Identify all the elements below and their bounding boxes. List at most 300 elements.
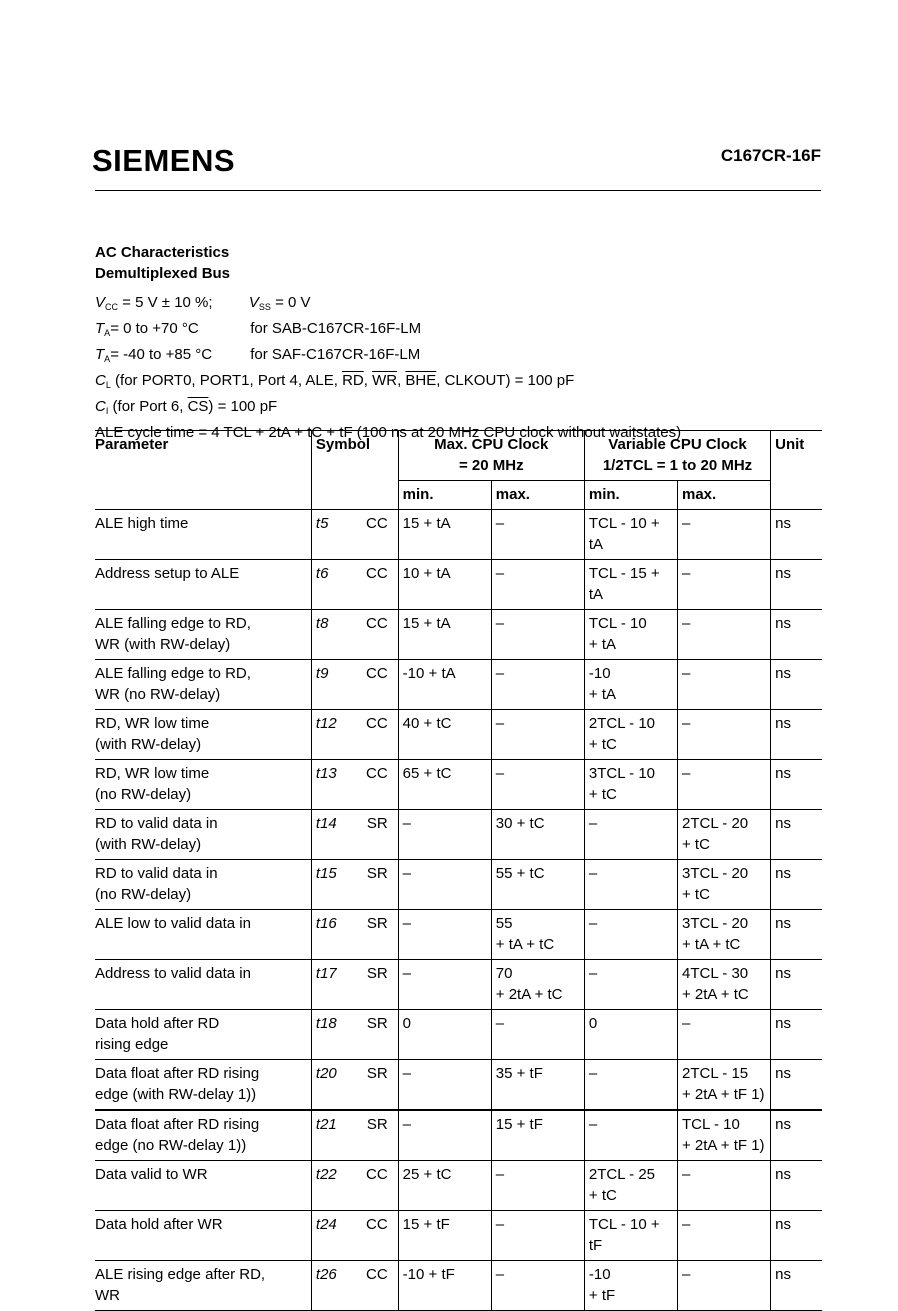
min1-cell-line: –	[402, 1065, 412, 1082]
unit-cell-line: ns	[775, 765, 791, 782]
table-row	[95, 960, 822, 1010]
max2-cell	[678, 960, 771, 1010]
min2-cell-line: + tA	[588, 686, 616, 703]
symbol-name: t9	[315, 665, 329, 682]
min2-cell	[584, 510, 677, 560]
max1-cell	[491, 1110, 584, 1161]
max2-cell-line: –	[682, 1216, 691, 1233]
param-cell-line: ALE falling edge to RD,	[95, 665, 251, 682]
max1-cell	[491, 1261, 584, 1311]
min1-cell-line: -10 + tF	[402, 1266, 455, 1283]
min2-cell-line: + tC	[588, 786, 617, 803]
symbol-class: SR	[366, 1116, 388, 1133]
max1-cell-line: 55	[495, 915, 513, 932]
min1-cell-line: 15 + tA	[402, 615, 451, 632]
min2-cell-line: -10	[588, 665, 611, 682]
unit-cell	[771, 760, 822, 810]
param-cell-line: ALE rising edge after RD,	[95, 1266, 266, 1283]
max2-cell	[678, 1161, 771, 1211]
max2-cell	[678, 1110, 771, 1161]
max2-cell-line: –	[682, 1166, 691, 1183]
min1-cell	[398, 510, 491, 560]
max1-cell	[491, 760, 584, 810]
cond-ta-2: $T_A= -40$ to +85 °C for SAF-C167CR-16F-LM	[95, 346, 421, 364]
param-cell	[95, 1060, 311, 1111]
min1-cell	[398, 610, 491, 660]
max2-cell-line: 2TCL - 20	[682, 815, 749, 832]
symbol-name: t5	[315, 515, 329, 532]
param-cell	[95, 910, 311, 960]
table-row	[95, 1110, 822, 1161]
symbol-cell	[311, 1211, 398, 1261]
vcc-value: = 5 V ± 10 %;	[118, 294, 213, 311]
max1-cell-line: –	[495, 1266, 505, 1283]
unit-cell	[771, 860, 822, 910]
symbol-class: CC	[366, 565, 388, 582]
cond-ci: $C_I$ (for Port 6, $\overline{CS}) = 100$ pF	[95, 398, 278, 416]
col-header-min-1: min.	[398, 481, 491, 510]
max1-cell-line: 30 + tC	[495, 815, 545, 832]
unit-cell	[771, 910, 822, 960]
table-row	[95, 1010, 822, 1060]
unit-cell-line: ns	[775, 1216, 791, 1233]
symbol-class: SR	[366, 915, 388, 932]
max1-cell-line: –	[495, 1166, 505, 1183]
param-cell-line: RD to valid data in	[95, 865, 218, 882]
min2-cell-line: TCL - 10	[588, 615, 647, 632]
min1-cell	[398, 1110, 491, 1161]
symbol-name: t12	[315, 715, 337, 732]
max1-cell	[491, 560, 584, 610]
symbol-name: t8	[315, 615, 329, 632]
min1-cell	[398, 660, 491, 710]
max2-cell-line: –	[682, 715, 691, 732]
min2-cell-line: –	[588, 865, 598, 882]
max1-cell	[491, 1010, 584, 1060]
param-cell	[95, 1110, 311, 1161]
symbol-cell	[311, 960, 398, 1010]
max2-cell	[678, 660, 771, 710]
min2-cell-line: + tF	[588, 1287, 616, 1304]
unit-cell	[771, 610, 822, 660]
symbol-name: t18	[315, 1015, 337, 1032]
symbol-class: CC	[366, 1266, 388, 1283]
ta1-value: = 0 to +70 °C	[110, 320, 199, 337]
table-row	[95, 810, 822, 860]
param-cell-line: RD, WR low time	[95, 765, 210, 782]
min2-cell	[584, 860, 677, 910]
unit-cell	[771, 810, 822, 860]
max2-cell	[678, 1211, 771, 1261]
min1-cell-line: 15 + tF	[402, 1216, 450, 1233]
min2-cell-line: –	[588, 915, 598, 932]
max1-cell	[491, 610, 584, 660]
symbol-name: t15	[315, 865, 337, 882]
param-cell-line: edge (no RW-delay 1))	[95, 1137, 247, 1154]
unit-cell-line: ns	[775, 565, 791, 582]
siemens-logo: SIEMENS	[92, 143, 236, 178]
max-cpu-line-1: Max. CPU Clock	[434, 436, 549, 453]
param-cell-line: WR	[95, 1287, 120, 1304]
min1-cell	[398, 910, 491, 960]
param-cell-line: (with RW-delay)	[95, 836, 202, 853]
symbol-class: CC	[366, 615, 388, 632]
min2-cell-line: 2TCL - 25	[588, 1166, 656, 1183]
var-cpu-line-1: Variable CPU Clock	[608, 436, 747, 453]
max1-cell-line: –	[495, 765, 505, 782]
part-number: C167CR-16F	[720, 146, 821, 165]
max2-cell	[678, 610, 771, 660]
min2-cell	[584, 1010, 677, 1060]
param-cell	[95, 1010, 311, 1060]
min2-cell	[584, 660, 677, 710]
symbol-name: t6	[315, 565, 329, 582]
min1-cell-line: 0	[402, 1015, 412, 1032]
min1-cell	[398, 1161, 491, 1211]
symbol-cell	[311, 710, 398, 760]
min1-cell	[398, 1261, 491, 1311]
col-header-symbol: Symbol	[311, 431, 398, 510]
var-cpu-line-2: 1/2TCL = 1 to 20 MHz	[602, 457, 753, 474]
symbol-class: SR	[366, 1065, 388, 1082]
symbol-cell	[311, 1261, 398, 1311]
param-cell-line: ALE low to valid data in	[95, 915, 251, 932]
table-row	[95, 1060, 822, 1111]
max2-cell-line: 3TCL - 20	[682, 915, 749, 932]
max2-cell	[678, 810, 771, 860]
unit-cell-line: ns	[775, 865, 791, 882]
symbol-name: t22	[315, 1166, 337, 1183]
max2-cell-line: 4TCL - 30	[682, 965, 749, 982]
unit-cell-line: ns	[775, 1166, 791, 1183]
unit-cell	[771, 1211, 822, 1261]
unit-cell	[771, 510, 822, 560]
col-header-max-cpu	[398, 431, 584, 481]
param-cell	[95, 1211, 311, 1261]
symbol-class: CC	[366, 665, 388, 682]
param-cell	[95, 510, 311, 560]
col-header-unit: Unit	[771, 431, 822, 510]
unit-cell-line: ns	[775, 965, 791, 982]
table-body	[95, 510, 822, 1311]
min1-cell	[398, 560, 491, 610]
min1-cell-line: 25 + tC	[402, 1166, 452, 1183]
min1-cell	[398, 960, 491, 1010]
param-cell-line: (with RW-delay)	[95, 736, 202, 753]
param-cell	[95, 1261, 311, 1311]
symbol-cell	[311, 1060, 398, 1111]
min1-cell-line: –	[402, 865, 412, 882]
max2-cell-line: + 2tA + tC	[682, 986, 749, 1003]
param-cell	[95, 710, 311, 760]
param-cell-line: WR (no RW-delay)	[95, 686, 221, 703]
max2-cell-line: –	[682, 615, 691, 632]
min2-cell-line: –	[588, 1116, 598, 1133]
max1-cell	[491, 1161, 584, 1211]
symbol-name: t14	[315, 815, 337, 832]
title-line-1: AC Characteristics	[95, 244, 230, 261]
col-header-max-1: max.	[491, 481, 584, 510]
min1-cell	[398, 710, 491, 760]
table-row	[95, 910, 822, 960]
param-cell	[95, 810, 311, 860]
table-row	[95, 610, 822, 660]
param-cell	[95, 560, 311, 610]
table-row	[95, 1261, 822, 1311]
min2-cell	[584, 810, 677, 860]
min1-cell-line: –	[402, 965, 412, 982]
ta1-device: for SAB-C167CR-16F-LM	[250, 320, 422, 337]
max2-cell-line: + 2tA + tF 1)	[682, 1086, 765, 1103]
max2-cell	[678, 860, 771, 910]
symbol-class: CC	[366, 715, 388, 732]
ac-characteristics-table	[95, 430, 822, 1311]
min1-cell-line: –	[402, 815, 412, 832]
min2-cell	[584, 960, 677, 1010]
col-header-min-2: min.	[584, 481, 677, 510]
max2-cell-line: –	[682, 565, 691, 582]
param-cell-line: Data float after RD rising	[95, 1116, 260, 1133]
min2-cell	[584, 1211, 677, 1261]
symbol-name: t13	[315, 765, 337, 782]
max1-cell-line: 55 + tC	[495, 865, 545, 882]
param-cell-line: rising edge	[95, 1036, 169, 1053]
title-line-2: Demultiplexed Bus	[95, 265, 231, 282]
min2-cell-line: -10	[588, 1266, 611, 1283]
table-row	[95, 660, 822, 710]
min2-cell-line: + tC	[588, 1187, 617, 1204]
symbol-cell	[311, 760, 398, 810]
symbol-class: SR	[366, 1015, 388, 1032]
symbol-class: CC	[366, 1216, 388, 1233]
unit-cell	[771, 1110, 822, 1161]
unit-cell-line: ns	[775, 615, 791, 632]
min2-cell	[584, 710, 677, 760]
max2-cell-line: TCL - 10	[682, 1116, 740, 1133]
symbol-cell	[311, 660, 398, 710]
max2-cell	[678, 1060, 771, 1111]
ci-value: ) = 100 pF	[208, 398, 278, 415]
symbol-class: CC	[366, 515, 388, 532]
min1-cell-line: 10 + tA	[402, 565, 451, 582]
symbol-cell	[311, 1010, 398, 1060]
max1-cell-line: + tA + tC	[495, 936, 555, 953]
unit-cell	[771, 1060, 822, 1111]
symbol-class: CC	[366, 1166, 388, 1183]
max1-cell	[491, 510, 584, 560]
unit-cell	[771, 960, 822, 1010]
min2-cell-line: + tA	[588, 636, 616, 653]
param-cell-line: edge (with RW-delay 1))	[95, 1086, 257, 1103]
max1-cell	[491, 710, 584, 760]
max1-cell-line: –	[495, 565, 505, 582]
ci-text: (for Port 6,	[108, 398, 188, 415]
min2-cell	[584, 1110, 677, 1161]
min1-cell-line: –	[402, 1116, 412, 1133]
table-row	[95, 710, 822, 760]
unit-cell	[771, 660, 822, 710]
max2-cell	[678, 1261, 771, 1311]
cond-ta-1: $T_A= 0$ to +70 °C for SAB-C167CR-16F-LM	[95, 320, 422, 338]
min2-cell	[584, 610, 677, 660]
symbol-class: CC	[366, 765, 388, 782]
max2-cell-line: 2TCL - 15	[682, 1065, 749, 1082]
min2-cell-line: TCL - 10 + tA	[588, 515, 660, 553]
symbol-name: t24	[315, 1216, 337, 1233]
max2-cell-line: –	[682, 515, 691, 532]
min2-cell-line: 3TCL - 10	[588, 765, 656, 782]
table-row	[95, 860, 822, 910]
unit-cell	[771, 1161, 822, 1211]
unit-cell-line: ns	[775, 515, 791, 532]
min1-cell-line: 15 + tA	[402, 515, 451, 532]
param-cell-line: Data hold after RD	[95, 1015, 220, 1032]
symbol-cell	[311, 510, 398, 560]
max2-cell	[678, 760, 771, 810]
col-header-var-cpu	[584, 431, 770, 481]
max1-cell	[491, 1060, 584, 1111]
unit-cell-line: ns	[775, 715, 791, 732]
vss-value: = 0 V	[270, 294, 311, 311]
symbol-cell	[311, 1110, 398, 1161]
min1-cell-line: –	[402, 915, 412, 932]
cond-cl: $C_L$ (for PORT0, PORT1, Port 4, ALE, $\overline{RD}$, $\overline{WR}$, $\overline{BHE}$, CLKOUT) = 100 pF	[95, 372, 575, 390]
max2-cell-line: 3TCL - 20	[682, 865, 749, 882]
symbol-class: SR	[366, 865, 388, 882]
param-cell-line: ALE falling edge to RD,	[95, 615, 251, 632]
min2-cell	[584, 1060, 677, 1111]
param-cell-line: (no RW-delay)	[95, 886, 192, 903]
max2-cell	[678, 560, 771, 610]
symbol-cell	[311, 910, 398, 960]
cl-value: ) = 100 pF	[505, 372, 575, 389]
min2-cell-line: + tC	[588, 736, 617, 753]
max-cpu-line-2: = 20 MHz	[458, 457, 524, 474]
symbol-name: t17	[315, 965, 337, 982]
table-row	[95, 560, 822, 610]
table-row	[95, 760, 822, 810]
max1-cell-line: 70	[495, 965, 513, 982]
min2-cell-line: –	[588, 815, 598, 832]
max2-cell	[678, 710, 771, 760]
unit-cell	[771, 1261, 822, 1311]
ta2-value: = -40 to +85 °C	[110, 346, 213, 363]
min2-cell	[584, 760, 677, 810]
max1-cell-line: 15 + tF	[495, 1116, 543, 1133]
max2-cell-line: + 2tA + tF 1)	[682, 1137, 765, 1154]
param-cell	[95, 1161, 311, 1211]
unit-cell-line: ns	[775, 1116, 791, 1133]
max2-cell-line: + tA + tC	[682, 936, 741, 953]
max1-cell-line: –	[495, 1216, 505, 1233]
unit-cell-line: ns	[775, 815, 791, 832]
min2-cell-line: 2TCL - 10	[588, 715, 656, 732]
max1-cell-line: –	[495, 515, 505, 532]
param-cell	[95, 660, 311, 710]
param-cell-line: WR (with RW-delay)	[95, 636, 231, 653]
max1-cell	[491, 910, 584, 960]
min2-cell-line: TCL - 15 + tA	[588, 565, 660, 603]
max1-cell-line: –	[495, 665, 505, 682]
max2-cell-line: + tC	[682, 886, 710, 903]
unit-cell-line: ns	[775, 1065, 791, 1082]
symbol-name: t20	[315, 1065, 337, 1082]
min1-cell	[398, 1060, 491, 1111]
symbol-cell	[311, 810, 398, 860]
max1-cell-line: –	[495, 1015, 505, 1032]
min2-cell-line: 0	[588, 1015, 598, 1032]
max1-cell-line: 35 + tF	[495, 1065, 543, 1082]
section-title	[95, 242, 230, 284]
cond-supply: $V_{CC} = 5$ V ± 10 %; $V_{SS} = 0$ V	[95, 294, 311, 312]
param-cell-line: ALE high time	[95, 515, 189, 532]
max2-cell	[678, 910, 771, 960]
min2-cell	[584, 1261, 677, 1311]
min1-cell	[398, 1211, 491, 1261]
ta2-device: for SAF-C167CR-16F-LM	[250, 346, 421, 363]
symbol-cell	[311, 560, 398, 610]
max1-cell	[491, 810, 584, 860]
max1-cell-line: –	[495, 715, 505, 732]
col-header-parameter: Parameter	[95, 431, 311, 510]
max2-cell-line: –	[682, 665, 691, 682]
symbol-name: t26	[315, 1266, 337, 1283]
param-cell-line: RD to valid data in	[95, 815, 218, 832]
param-cell	[95, 760, 311, 810]
symbol-class: SR	[366, 815, 388, 832]
param-cell-line: Data valid to WR	[95, 1166, 208, 1183]
min1-cell-line: 65 + tC	[402, 765, 452, 782]
operating-conditions	[95, 292, 681, 443]
unit-cell	[771, 1010, 822, 1060]
table-row	[95, 510, 822, 560]
symbol-cell	[311, 860, 398, 910]
max2-cell-line: + tC	[682, 836, 710, 853]
min2-cell	[584, 910, 677, 960]
min2-cell	[584, 560, 677, 610]
param-cell-line: Data hold after WR	[95, 1216, 223, 1233]
min2-cell	[584, 1161, 677, 1211]
max2-cell-line: –	[682, 1015, 691, 1032]
param-cell-line: RD, WR low time	[95, 715, 210, 732]
max2-cell	[678, 1010, 771, 1060]
param-cell-line: (no RW-delay)	[95, 786, 192, 803]
symbol-cell	[311, 610, 398, 660]
param-cell	[95, 610, 311, 660]
unit-cell	[771, 560, 822, 610]
symbol-name: t16	[315, 915, 337, 932]
max2-cell-line: –	[682, 765, 691, 782]
min2-cell-line: –	[588, 965, 598, 982]
unit-cell	[771, 710, 822, 760]
param-cell	[95, 860, 311, 910]
col-header-max-2: max.	[678, 481, 771, 510]
symbol-name: t21	[315, 1116, 337, 1133]
max1-cell-line: –	[495, 615, 505, 632]
max2-cell	[678, 510, 771, 560]
min1-cell	[398, 760, 491, 810]
param-cell-line: Data float after RD rising	[95, 1065, 260, 1082]
unit-cell-line: ns	[775, 1015, 791, 1032]
min2-cell-line: –	[588, 1065, 598, 1082]
table-row	[95, 1211, 822, 1261]
symbol-cell	[311, 1161, 398, 1211]
symbol-class: SR	[366, 965, 388, 982]
param-cell-line: Address to valid data in	[95, 965, 251, 982]
table-row	[95, 1161, 822, 1211]
min1-cell	[398, 810, 491, 860]
unit-cell-line: ns	[775, 915, 791, 932]
